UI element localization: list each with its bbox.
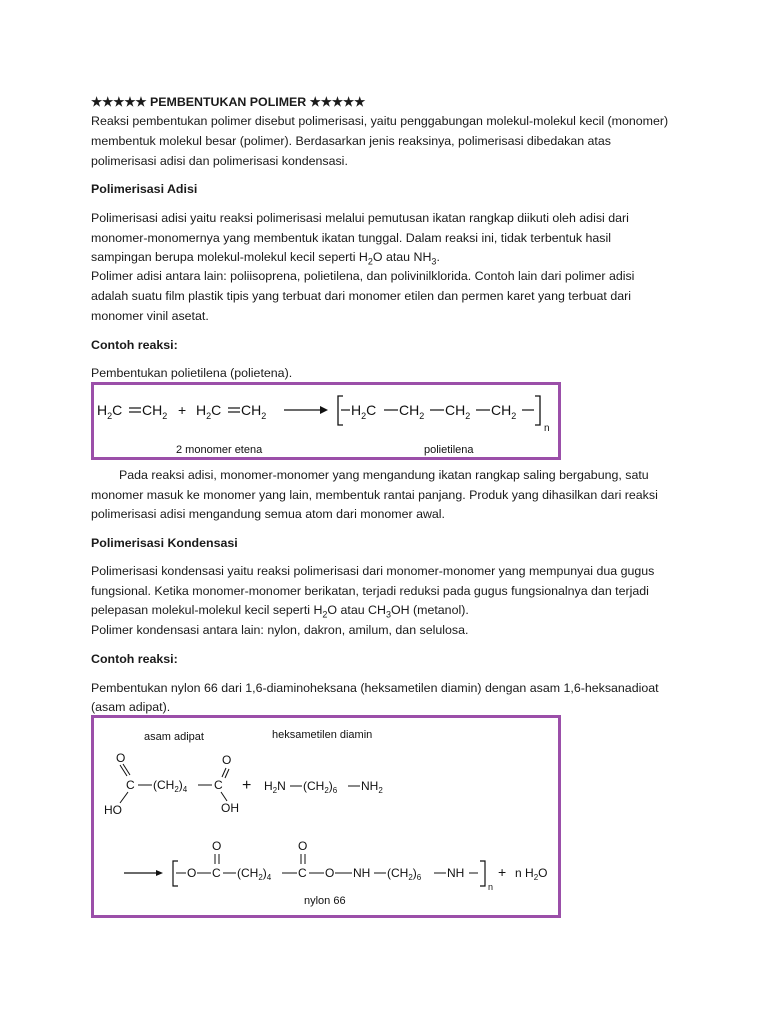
text-span: pelepasan molekul-molekul kecil seperti H — [91, 603, 323, 617]
label-monomer: 2 monomer etena — [176, 444, 263, 456]
kondensasi-heading: Polimerisasi Kondensasi — [91, 536, 238, 550]
svg-text:O: O — [187, 866, 197, 880]
intro-line-1: Reaksi pembentukan polimer disebut polimerisasi, yaitu penggabungan molekul-molekul kecil (monomer) — [91, 114, 669, 128]
svg-text:CH2: $CH_2$ — [399, 402, 425, 421]
svg-text:O: O — [222, 753, 232, 767]
svg-text:CH2: $CH_2$ — [142, 402, 168, 421]
svg-text:CH2: $CH_2$ — [491, 402, 517, 421]
svg-text:O: O — [298, 839, 308, 853]
adisi-para2-line-3: monomer vinil asetat. — [91, 309, 209, 323]
svg-text:OH: OH — [221, 801, 239, 815]
svg-text:C: C — [214, 778, 223, 792]
svg-text:C: C — [298, 866, 307, 880]
subscript: 3 — [385, 609, 391, 620]
text-span: . — [436, 250, 440, 264]
text-span: O atau CH — [327, 603, 386, 617]
svg-text:(CH2)6: $(CH_2)_6$ — [387, 866, 422, 882]
kondensasi-contoh-line-1: Pembentukan nylon 66 dari 1,6-diaminoheksana (heksametilen diamin) dengan asam 1,6-heksanadioat — [91, 681, 659, 695]
plus-sign: + — [178, 402, 187, 418]
nylon66-reaction-diagram — [94, 718, 558, 915]
label-polimer: polietilena — [424, 444, 474, 456]
subscript: 2 — [367, 256, 373, 267]
adisi-para2-line-2: adalah suatu film plastik tipis yang terbuat dari monomer etilen dan permen karet yang terbuat dari — [91, 289, 631, 303]
subscript: 2 — [322, 609, 328, 620]
bracket-right — [535, 396, 540, 425]
text-span: O atau NH — [372, 250, 432, 264]
svg-text:O: O — [116, 751, 126, 765]
page-title: ★★★★★ PEMBENTUKAN POLIMER ★★★★★ — [91, 95, 366, 109]
nylon66-reaction-figure — [91, 715, 561, 918]
svg-text:C: C — [212, 866, 221, 880]
polyethylene-reaction-figure — [91, 382, 561, 460]
text-span: OH (metanol). — [390, 603, 469, 617]
svg-text:O: O — [325, 866, 335, 880]
svg-text:NH: NH — [353, 866, 371, 880]
svg-text:n: n — [488, 882, 494, 892]
adisi-explain-line-2: monomer masuk ke monomer yang lain, membentuk rantai panjang. Produk yang dihasilkan dari reaksi — [91, 488, 658, 502]
subscript: 3 — [431, 256, 437, 267]
adisi-explain-line-3: polimerisasi adisi mengandung semua atom dari monomer awal. — [91, 507, 445, 521]
svg-text:H2N: $H_2N$ — [264, 779, 286, 795]
svg-text:(CH2)6: $(CH_2)_6$ — [303, 779, 338, 795]
label-nylon66: nylon 66 — [304, 895, 346, 907]
svg-text:CH2: $CH_2$ — [445, 402, 471, 421]
intro-line-2: membentuk molekul besar (polimer). Berdasarkan jenis reaksinya, polimerisasi dibedakan atas — [91, 134, 611, 148]
adisi-contoh-text: Pembentukan polietilena (polietena). — [91, 366, 293, 380]
kondensasi-para-line-2: fungsional. Ketika monomer-monomer berikatan, terjadi reduksi pada gugus fungsionalnya dan terjadi — [91, 584, 649, 598]
hexamethylenediamine-structure — [264, 779, 383, 795]
adisi-para-line-1: Polimerisasi adisi yaitu reaksi polimerisasi melalui pemutusan ikatan rangkap diikuti oleh adisi dari — [91, 211, 629, 225]
svg-text:+: + — [498, 864, 507, 880]
ethene-formula-2: $H_2C$ — [196, 402, 222, 421]
svg-text:NH2: $NH_2$ — [361, 779, 383, 795]
svg-text:H2C: $H_2C$ — [351, 402, 377, 421]
svg-text:CH2: $CH_2$ — [241, 402, 267, 421]
kondensasi-contoh-heading: Contoh reaksi: — [91, 652, 178, 666]
svg-text:n: n — [544, 423, 550, 434]
svg-text:(CH2)4: $(CH_2)_4$ — [153, 778, 188, 794]
adisi-para-line-2: monomer-monomernya yang membentuk ikatan tunggal. Dalam reaksi ini, tidak terbentuk hasil — [91, 231, 611, 245]
polyethylene-reaction-diagram — [94, 385, 558, 457]
adisi-para2-line-1: Polimer adisi antara lain: poliisoprena, polietilena, dan polivinilklorida. Contoh lain dari polimer adisi — [91, 269, 635, 283]
svg-text:n H2O: n $H_2O$ — [515, 866, 548, 882]
label-asam-adipat: asam adipat — [144, 731, 204, 743]
svg-text:C: C — [126, 778, 135, 792]
nylon66-structure — [124, 839, 547, 892]
plus-sign: + — [242, 777, 252, 794]
intro-line-3: polimerisasi adisi dan polimerisasi kondensasi. — [91, 154, 348, 168]
kondensasi-contoh-line-2: (asam adipat). — [91, 700, 171, 714]
svg-text:HO: HO — [104, 803, 122, 817]
svg-text:NH: NH — [447, 866, 465, 880]
adipic-acid-structure — [104, 751, 239, 817]
adisi-contoh-heading: Contoh reaksi: — [91, 338, 178, 352]
adisi-explain-line-1: Pada reaksi adisi, monomer-monomer yang mengandung ikatan rangkap saling bergabung, satu — [119, 468, 649, 482]
kondensasi-para-line-1: Polimerisasi kondensasi yaitu reaksi polimerisasi dari monomer-monomer yang mempunyai dua gugus — [91, 564, 655, 578]
adisi-heading: Polimerisasi Adisi — [91, 182, 198, 196]
svg-text:(CH2)4: $(CH_2)_4$ — [237, 866, 272, 882]
ethene-formula-1: $H_2C$ — [97, 402, 123, 421]
text-span: sampingan berupa molekul-molekul kecil seperti H — [91, 250, 368, 264]
kondensasi-para2: Polimer kondensasi antara lain: nylon, dakron, amilum, dan selulosa. — [91, 623, 469, 637]
svg-text:O: O — [212, 839, 222, 853]
label-heksametilen-diamin: heksametilen diamin — [272, 729, 373, 741]
